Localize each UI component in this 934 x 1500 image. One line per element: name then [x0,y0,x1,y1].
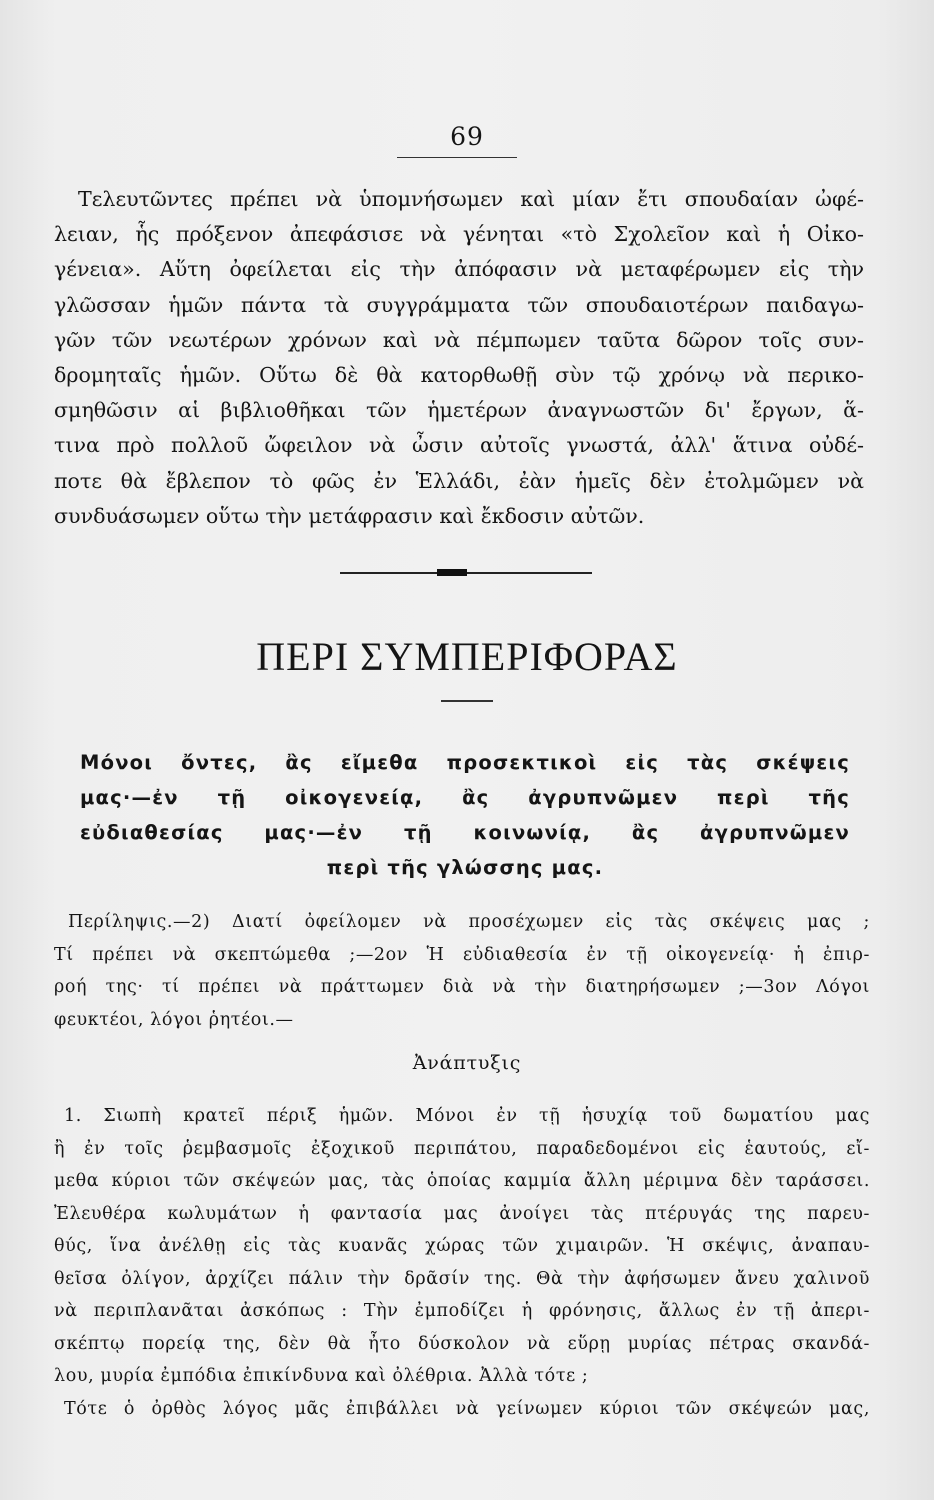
title-rule [441,700,493,702]
text-line: φευκτέοι, λόγοι ῥητέοι.— [54,1009,294,1030]
section-divider-ornament [437,569,467,576]
summary-line: μας·—ἐν τῇ οἰκογενείᾳ, ἂς ἀγρυπνῶμεν περὶ τῆς [80,786,850,809]
page-number-rule [397,157,517,158]
text-line: Τότε ὁ ὀρθὸς λόγος μᾶς ἐπιβάλλει νὰ γείνωμεν κύριοι τῶν σκέψεών μας, [64,1398,870,1419]
subheading: Ἀνάπτυξις [412,1052,522,1074]
text-line: Τί πρέπει νὰ σκεπτώμεθα ;—2ον Ἡ εὐδιαθεσία ἐν τῇ οἰκογενείᾳ· ἡ ἐπιρ- [54,944,870,965]
text-line: γένεια». Αὕτη ὀφείλεται εἰς τὴν ἀπόφασιν νὰ μεταφέρωμεν εἰς τὴν [54,257,864,282]
text-line: 1. Σιωπὴ κρατεῖ πέριξ ἡμῶν. Μόνοι ἐν τῇ ἡσυχίᾳ τοῦ δωματίου μας [64,1106,870,1126]
summary-line: Μόνοι ὄντες, ἂς εἴμεθα προσεκτικοὶ εἰς τὰς σκέψεις [80,751,850,774]
section-summary [80,745,850,885]
text-line: συνδυάσωμεν οὕτω τὴν μετάφρασιν καὶ ἔκδοσιν αὐτῶν. [54,503,645,528]
anaptyxis-paragraph [54,1100,870,1425]
text-line: γῶν τῶν νεωτέρων χρόνων καὶ νὰ πέμπωμεν ταῦτα δῶρον τοῖς συν- [54,327,864,352]
text-line: ροή της· τί πρέπει νὰ πράττωμεν διὰ νὰ τὴν διατηρήσωμεν ;—3ον Λόγοι [54,977,870,997]
text-line: ἢ ἐν τοῖς ῥεμβασμοῖς ἐξοχικοῦ περιπάτου, παραδεδομένοι εἰς ἑαυτούς, εἴ- [54,1138,870,1159]
text-line: δρομηταῖς ἡμῶν. Οὕτω δὲ θὰ κατορθωθῇ σὺν τῷ χρόνῳ νὰ περικο- [54,362,864,387]
text-line: θεῖσα ὀλίγον, ἀρχίζει πάλιν τὴν δρᾶσίν της. Θὰ τὴν ἀφήσωμεν ἄνευ χαλινοῦ [54,1268,870,1289]
text-line: λου, μυρία ἐμπόδια ἐπικίνδυνα καὶ ὀλέθρια. Ἀλλὰ τότε ; [54,1366,589,1386]
text-line: Ἐλευθέρα κωλυμάτων ἡ φαντασία μας ἀνοίγει τὰς πτέρυγάς της παρευ- [54,1203,870,1224]
text-line: λειαν, ἧς πρόξενον ἀπεφάσισε νὰ γένηται «τὸ Σχολεῖον καὶ ἡ Οἰκο- [54,222,864,247]
text-line: ποτε θὰ ἔβλεπον τὸ φῶς ἐν Ἑλλάδι, ἐὰν ἡμεῖς δὲν ἐτολμῶμεν νὰ [54,468,864,493]
text-line: γλῶσσαν ἡμῶν πάντα τὰ συγγράμματα τῶν σπουδαιοτέρων παιδαγω- [54,292,864,317]
text-line: τινα πρὸ πολλοῦ ὤφειλον νὰ ὦσιν αὐτοῖς γνωστά, ἀλλ' ἅτινα οὐδέ- [54,433,864,458]
section-title: ΠΕΡΙ ΣΥΜΠΕΡΙΦΟΡΑΣ [256,634,678,679]
text-line: νὰ περιπλανᾶται ἀσκόπως : Τὴν ἐμποδίζει ἡ φρόνησις, ἄλλως ἐν τῇ ἀπερι- [54,1301,870,1321]
text-line: θύς, ἵνα ἀνέλθῃ εἰς τὰς κυανᾶς χώρας τῶν χιμαιρῶν. Ἡ σκέψις, ἀναπαυ- [54,1236,870,1256]
closing-paragraph [54,182,864,534]
summary-line: εὐδιαθεσίας μας·—ἐν τῇ κοινωνίᾳ, ἂς ἀγρυπνῶμεν [80,821,850,844]
text-line: σκέπτῳ πορείᾳ της, δὲν θὰ ἦτο δύσκολον νὰ εὕρῃ μυρίας πέτρας σκανδά- [54,1333,870,1354]
periliptis-paragraph [54,906,870,1036]
page-number: 69 [450,122,484,151]
text-line: Τελευτῶντες πρέπει νὰ ὑπομνήσωμεν καὶ μίαν ἔτι σπουδαίαν ὠφέ- [78,187,864,211]
text-line: μεθα κύριοι τῶν σκέψεών μας, τὰς ὁποίας καμμία ἄλλη μέριμνα δὲν ταράσσει. [54,1171,870,1191]
text-line: σμηθῶσιν αἱ βιβλιοθῆκαι τῶν ἡμετέρων ἀναγνωστῶν δι' ἔργων, ἅ- [54,398,864,423]
text-line: Περίληψις.—2) Διατί ὀφείλομεν νὰ προσέχωμεν εἰς τὰς σκέψεις μας ; [68,912,870,932]
summary-line: περὶ τῆς γλώσσης μας. [326,856,604,879]
